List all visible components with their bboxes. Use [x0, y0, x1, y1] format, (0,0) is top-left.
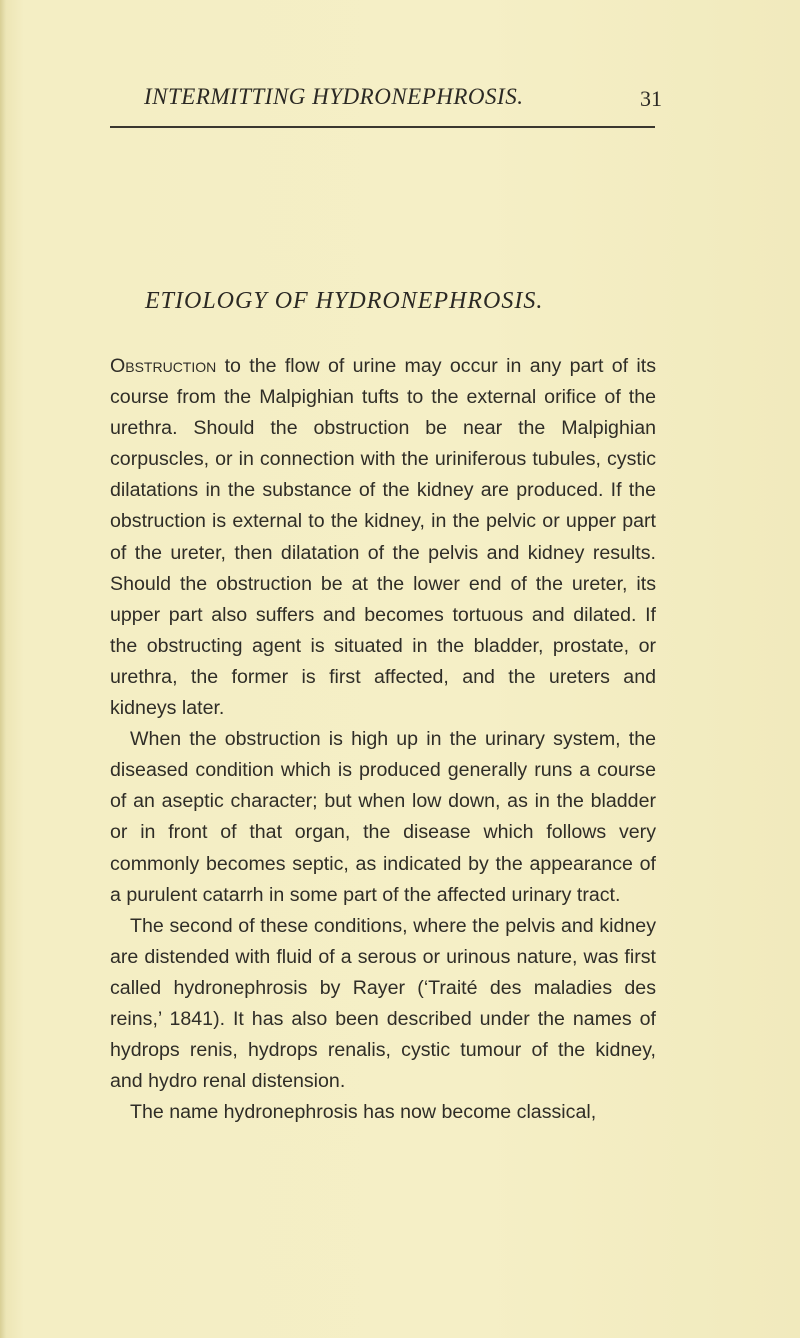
running-head — [110, 78, 670, 118]
page-binding-edge — [0, 0, 6, 1338]
section-title: ETIOLOGY OF HYDRONEPHROSIS. — [145, 288, 544, 314]
paragraph-3: The second of these conditions, where the pelvis and kidney are distended with fluid of a serous or urinous nature, was first called hydronephrosis by Rayer (‘Traité des maladies des reins,’ 1841). It has also been described under the names of hydrops renis, hydrops renalis, cystic tumour of the kidney, and hydro renal distension. — [110, 914, 656, 1093]
header-rule — [110, 126, 655, 128]
page-number: 31 — [640, 86, 662, 111]
paragraph-1-text: to the flow of urine may occur in any part of its course from the Malpighian tufts to the external orifice of the urethra. Should the obstruction be near the Malpighian corpuscles, or in connection with the uriniferous tubules, cystic dilatations in the substance of the kidney are produced. If the obstruction is external to the kidney, in the pelvic or upper part of the ureter, then dilatation of the pelvis and kidney results. Should the obstruction be at the lower end of the ureter, its upper part also suffers and becomes tortuous and dilated. If the obstructing agent is situated in the bladder, prostate, or urethra, the former is first affected, and the ureters and kidneys later. — [110, 355, 656, 720]
body-text — [110, 351, 656, 1128]
paragraph-1 — [110, 351, 656, 724]
paragraph-2: When the obstruction is high up in the urinary system, the diseased condition which is produced generally runs a course of an aseptic character; but when low down, as in the bladder or in front of that organ, the disease which follows very commonly becomes septic, as indicated by the appearance of a purulent catarrh in some part of the affected urinary tract. — [110, 728, 656, 906]
running-title: INTERMITTING HYDRONEPHROSIS. — [144, 84, 524, 109]
paragraph-4: The name hydronephrosis has now become classical, — [130, 1101, 597, 1124]
paragraph-lead-word: Obstruction — [110, 355, 217, 377]
